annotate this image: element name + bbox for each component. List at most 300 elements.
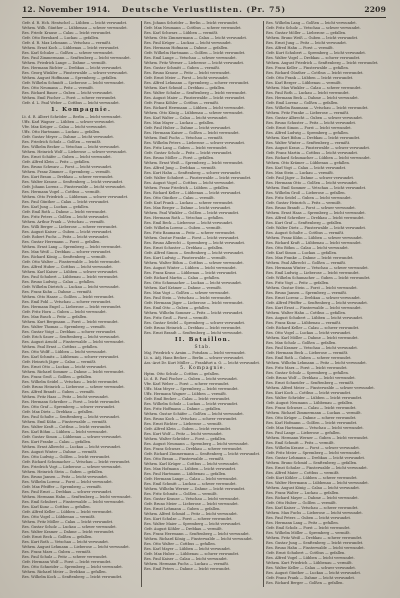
casualty-entry: Res. Gustav Herrmann — Forst — gefallen. <box>22 240 101 244</box>
casualty-entry: Gefr. Richard Schumacher — Vetschau — leicht verwundet. <box>22 460 131 464</box>
casualty-entry: Res. Ernst Brandt — Senftenberg — leicht verwundet. <box>144 331 243 335</box>
casualty-entry: Gefr. Wilhelm Hartmann — Golßen — leicht verwundet. <box>144 51 246 55</box>
casualty-entry: Res. Otto Neumann — Peitz — vermißt. <box>22 86 94 90</box>
casualty-entry: Res. Richard Berger — Golßen — gefallen. <box>266 581 344 585</box>
casualty-entry: Res. Richard König — Senftenberg — vermißt. <box>22 255 107 259</box>
casualty-entry: Res. Bruno Krause — Peitz — leicht verwundet. <box>144 71 231 75</box>
casualty-entry: Gefr. Alfred Klein — Peitz — gefallen. <box>22 160 91 164</box>
casualty-entry: Wehrm. Karl Krüger — Cottbus — leicht verwundet. <box>144 462 239 466</box>
casualty-entry: Res. Paul Günther — Calau — leicht verwundet. <box>22 200 110 204</box>
casualty-entry: Gefr. Emil Becker — Calau — leicht verwundet. <box>144 397 231 401</box>
casualty-entry: Gefr. Otto Bernhard — Luckau — gefallen. <box>22 36 100 40</box>
casualty-entry: Res. Fritz Baumann — Peitz — schwer verwundet. <box>144 231 236 235</box>
casualty-entry: Gefr. Kurt Köhler — Lübben — schwer verwundet. <box>266 476 358 480</box>
casualty-entry: Res. Max Berger — Dahme — leicht verwundet. <box>144 206 232 210</box>
casualty-entry: Res. Franz Groß — Golßen — gefallen. <box>22 375 93 379</box>
casualty-entry: Gefr. August Neumann — Lübbenau — gefallen. <box>266 401 354 405</box>
casualty-entry: Res. Fritz Schmitz — Golßen — vermißt. <box>144 492 218 496</box>
casualty-entry: Gefr. Gustav Simon — Lübbenau — schwer verwundet. <box>22 435 123 439</box>
casualty-entry: Gefr. Richard Martin — Calau — gefallen. <box>144 276 220 280</box>
casualty-entry: Res. Franz Kuhn — Dahme — vermißt. <box>22 290 93 294</box>
casualty-entry: Res. Walter Krause — Senftenberg — leicht verwundet. <box>22 180 124 184</box>
casualty-entry: Res. Franz Kraus — Lübbenau — leicht verwundet. <box>144 271 238 275</box>
casualty-entry: Gefr. Otto Huber — Golßen — vermißt. <box>266 501 337 505</box>
casualty-entry: Res. Max Franke — Dahme — leicht verwundet. <box>266 256 354 260</box>
casualty-entry: Wehrm. Kurt Bergmann — Forst — leicht verwundet. <box>22 320 119 324</box>
casualty-entry: Gefr. Erich Sauer — Senftenberg — leicht verwundet. <box>22 335 120 339</box>
casualty-entry: Res. Karl Schulze — Golßen — schwer verwundet. <box>22 51 114 55</box>
casualty-entry: Res. Gustav Schmitt — Guben — vermißt. <box>144 66 221 70</box>
casualty-entry: Gefr. August Köhler — Drebkau — vermißt. <box>144 527 223 531</box>
casualty-entry: Res. Karl Jung — Luckau — gefallen. <box>22 205 90 209</box>
casualty-entry: Gefr. Franz Köhler — Cottbus — vermißt. <box>144 101 220 105</box>
casualty-entry: Res. Walter Schröder — Lübben — leicht verwundet. <box>266 396 363 400</box>
sub-heading: Stab. <box>194 345 212 350</box>
section-heading: 1. Kompagnie. <box>50 107 112 113</box>
casualty-entry: Res. Kurt Ludwig — Finsterwalde — vermißt. <box>144 256 227 260</box>
casualty-entry: Res. Richard Bauer — Guben — leicht verwundet. <box>22 91 114 95</box>
casualty-entry: Gefr. Heinrich Jäger — Calau — vermißt. <box>22 360 97 364</box>
casualty-entry: Res. Paul Roth — Luckau — leicht verwundet. <box>266 91 350 95</box>
casualty-entry: Res. Bruno Brandt — Forst — schwer verwundet. <box>266 206 356 210</box>
casualty-entry: Res. Karl Vogt — Calau — leicht verwundet. <box>266 166 347 170</box>
casualty-entry: Res. Karl Mayer — Lübben — leicht verwundet. <box>144 547 231 551</box>
casualty-entry: Wehrm. Arthur Frank — Vetschau — vermißt. <box>22 220 105 224</box>
casualty-entry: Gefr. Max Pfeiffer — Spremberg — vermißt. <box>22 485 102 489</box>
casualty-entry: Gefr. Bruno Meier — Lieberose — leicht verwundet. <box>144 502 239 506</box>
casualty-entry: Gefr. Hermann Beck — Lieberose — vermißt. <box>266 351 349 355</box>
casualty-entry: Wehrm. Wilhelm Werner — Dahme — leicht verwundet. <box>144 487 246 491</box>
casualty-entry: Res. Wilhelm Lorenz — Forst — leicht verwundet. <box>22 480 113 484</box>
casualty-entry: Wehrm. Alfred Schmid — Peitz — leicht verwundet. <box>144 512 238 516</box>
casualty-entry: Wehrm. Kurt Schmid — Drebkau — gefallen. <box>144 86 226 90</box>
casualty-entry: Gefr. Wilhelm Schumacher — Guben — leicht verwundet. <box>266 276 371 280</box>
casualty-entry: Res. August Arnold — Finsterwalde — leicht verwundet. <box>22 340 125 344</box>
casualty-entry: Res. Emil Otto — Guben — gefallen. <box>144 306 210 310</box>
casualty-entry: Gefr. Ernst Simon — Forst — leicht verwundet. <box>266 126 352 130</box>
casualty-entry: Res. Gustav Lehmann — Drebkau — leicht verwundet. <box>266 456 366 460</box>
casualty-entry: Res. Paul Schulte — Senftenberg — leicht verwundet. <box>22 415 121 419</box>
casualty-entry: Wehrm. Fritz Möller — Calau — leicht verwundet. <box>22 520 114 524</box>
casualty-entry: Wehrm. Hermann Fuchs — Luckau — vermißt. <box>144 562 230 566</box>
casualty-entry: Gefr. Kurt Schubert — Spremberg — leicht verwundet. <box>266 51 367 55</box>
casualty-entry: Res. August Winter — Dahme — vermißt. <box>22 450 98 454</box>
casualty-entry: Res. Gustav Scholz — Luckau — schwer verwundet. <box>22 525 117 529</box>
casualty-entry: Wehrm. Richard Sommer — Dahme — leicht verwundet. <box>22 370 125 374</box>
casualty-entry: Wehrm. Walter Hahn — Cottbus — gefallen. <box>266 311 347 315</box>
column-3 <box>266 21 388 587</box>
casualty-entry: Vfw. Karl Weber — Forst — schwer verwundet. <box>144 382 230 386</box>
casualty-entry: Res. Wilhelm Groß — Lieberose — gefallen. <box>266 191 346 195</box>
casualty-entry: Res. Kurt Roth — Vetschau — leicht verwundet. <box>22 540 109 544</box>
casualty-entry: Res. Karl Schmitz — Lübbenau — schwer verwundet. <box>22 355 120 359</box>
casualty-entry: Wehrm. Heinrich Wolf — Lieberose — schwer verwundet. <box>22 150 127 154</box>
casualty-entry: Wehrm. Max Winkler — Calau — schwer verwundet. <box>266 86 362 90</box>
casualty-entry: Res. Paul Ernst — Drebkau — schwer verwundet. <box>22 490 113 494</box>
casualty-entry: Res. Max Vogt — Golßen — schwer verwundet. <box>144 291 230 295</box>
casualty-entry: Lt. d. R. Albert Schröder — Berlin — leicht verwundet. <box>22 115 122 119</box>
casualty-entry: Wehrm. Hermann Hahn — Senftenberg — leicht verwundet. <box>22 495 132 499</box>
casualty-entry: Gefr. Karl Frank — Luckau — schwer verwundet. <box>144 201 234 205</box>
casualty-entry: Wehrm. Franz Zimmer — Spremberg — vermißt. <box>22 170 111 174</box>
casualty-entry: Wehrm. Kurt Böhm — Drebkau — leicht verwundet. <box>266 136 361 140</box>
casualty-entry: Wehrm. Richard Meier — Drebkau — gefallen. <box>22 570 107 574</box>
casualty-entry: Gefr. Robert Fuchs — Peitz — leicht verwundet. <box>22 235 110 239</box>
casualty-entry: Wehrm. Gustav Stein — Forst — leicht verwundet. <box>266 286 358 290</box>
casualty-entry: Res. Gustav Jung — Senftenberg — leicht verwundet. <box>266 541 364 545</box>
casualty-entry: Res. Paul Kaiser — Calau — leicht verwundet. <box>144 557 228 561</box>
casualty-entry: Res. Franz Schwarz — Drebkau — schwer verwundet. <box>144 447 243 451</box>
casualty-entry: Res. Ernst Schuster — Drebkau — gefallen. <box>144 246 224 250</box>
casualty-entry: Res. Otto Braun — Finsterwalde — vermißt. <box>144 457 225 461</box>
casualty-entry: Gefr. Bruno Heinrich — Drebkau — leicht verwundet. <box>144 326 242 330</box>
casualty-entry: Gefr. Otto Frank — Lübben — leicht verwundet. <box>266 76 354 80</box>
casualty-entry: Res. Otto Ludwig — Golßen — leicht verwundet. <box>22 455 111 459</box>
casualty-entry: Wehrm. Fritz Weiß — Drebkau — schwer verwundet. <box>266 536 363 540</box>
casualty-entry: Res. Alfred Jung — Drebkau — vermißt. <box>144 166 217 170</box>
casualty-entry: Res. Fritz Vogt — Peitz — gefallen. <box>266 281 330 285</box>
casualty-entry: Res. Gustav Krause — Vetschau — leicht verwundet. <box>144 497 240 501</box>
casualty-entry: Res. Richard Schumacher — Lübben — leicht verwundet. <box>266 156 371 160</box>
casualty-entry: Res. Fritz Hoffmann — Dahme — gefallen. <box>144 407 222 411</box>
casualty-entry: Res. Paul Kramer — Vetschau — leicht verwundet. <box>266 346 358 350</box>
casualty-entry: Res. Ernst Schneider — Senftenberg — vermißt. <box>266 381 355 385</box>
casualty-entry: Gefr. Alfred Klein — Guben — leicht verwundet. <box>144 427 232 431</box>
casualty-entry: Res. Wilhelm Möller — Spremberg — vermißt. <box>266 531 351 535</box>
casualty-entry: Wehrm. Walter Böhm — Cottbus — schwer verwundet. <box>144 261 244 265</box>
casualty-entry: Gefr. Alfred Keller — Lübben — leicht verwundet. <box>22 510 113 514</box>
casualty-entry: Wehrm. August König — Calau — leicht verwundet. <box>266 486 360 490</box>
casualty-entry: Uffz. Hermann Wagner — Lübben — vermißt. <box>144 392 227 396</box>
casualty-entry: Res. Walter Thomas — Spremberg — vermißt. <box>22 325 106 329</box>
header-date: 12. November 1914. <box>22 5 111 14</box>
casualty-entry: Wehrm. Franz Friedrich — Lübben — gefallen. <box>144 186 230 190</box>
casualty-entry: Gefr. d. R. Max Lehmann — Vetschau — vermißt. <box>22 41 112 45</box>
casualty-entry: Res. Wilhelm Koch — Senftenberg — leicht verwundet. <box>22 575 123 579</box>
casualty-entry: Res. Friedr. Krause — Calau — leicht verwundet. <box>22 31 112 35</box>
casualty-entry: Res. Ernst Lorenz — Drebkau — schwer verwundet. <box>266 296 361 300</box>
casualty-entry: Res. Hermann Winter — Vetschau — schwer verwundet. <box>266 266 369 270</box>
casualty-entry: Gefr. d. R. Hch. Hentschel — Lübben — leicht verwundet. <box>22 21 128 25</box>
casualty-entry: Uffz. Max Meyer — Spremberg — leicht verwundet. <box>144 387 239 391</box>
column-2 <box>144 21 262 587</box>
casualty-entry: Wehrm. Emil Kühn — Finsterwalde — vermißt. <box>22 420 108 424</box>
casualty-entry: Gefr. Otto Walter — Finsterwalde — leicht verwundet. <box>22 260 121 264</box>
casualty-entry: Res. August Neumann — Spremberg — leicht verwundet. <box>144 442 249 446</box>
casualty-entry: Wehrm. Karl Kaiser — Lübben — schwer verwundet. <box>22 270 119 274</box>
casualty-entry: Res. August Vogel — Cottbus — leicht verwundet. <box>144 181 235 185</box>
casualty-entry: Res. Alfred Brandt — Guben — vermißt. <box>22 390 95 394</box>
casualty-entry: Res. Ernst Schäfer — Guben — leicht verwundet. <box>22 155 112 159</box>
casualty-entry: Wehrm. Karl Möller — Dahme — leicht verwundet. <box>266 336 359 340</box>
casualty-entry: Res. Ernst Jung — Peitz — leicht verwundet. <box>266 41 347 45</box>
casualty-entry: Res. August Kraus — Finsterwalde — schwer verwundet. <box>266 146 371 150</box>
casualty-entry: Gefr. Karl Simon — Luckau — gefallen. <box>266 251 338 255</box>
casualty-entry: Res. Kurt Schulze — Forst — schwer verwundet. <box>144 517 233 521</box>
casualty-entry: Gefr. Alfred Simon — Senftenberg — leicht verwundet. <box>144 251 245 255</box>
casualty-entry: Res. Friedrich Vogt — Lieberose — schwer verwundet. <box>22 465 122 469</box>
casualty-entry: Res. Karl Böhm — Lübben — leicht verwundet. <box>22 430 108 434</box>
casualty-entry: Res. Wilhelm Krause — Forst — schwer verwundet. <box>266 446 360 450</box>
section-heading: II. Bataillon. <box>175 337 231 343</box>
casualty-entry: Gefr. Emil Roth — Dahme — leicht verwundet. <box>22 210 107 214</box>
casualty-entry: Wehrm. Ernst Albrecht — Luckau — leicht verwundet. <box>22 445 122 449</box>
casualty-entry: Res. Richard Kraft — Lübbenau — leicht verwundet. <box>266 241 362 245</box>
casualty-entry: Res. Alfred Vogel — Lübben — leicht verwundet. <box>266 556 355 560</box>
casualty-entry: Res. Franz Schwarz — Calau — leicht verwundet. <box>266 406 357 410</box>
casualty-entry: Res. Fritz Seidel — Guben — leicht verwundet. <box>266 196 352 200</box>
casualty-entry: Res. Wilhelm Baumann — Vetschau — leicht verwundet. <box>266 106 369 110</box>
casualty-entry: Res. Hermann Roth — Vetschau — gefallen. <box>144 216 224 220</box>
casualty-entry: Res. Bruno Albrecht — Spremberg — leicht verwundet. <box>144 241 246 245</box>
casualty-entry: Res. Georg Winkler — Finsterwalde — schwer verwundet. <box>22 71 129 75</box>
casualty-entry: Res. Walter Herrmann — Lübbenau — leicht verwundet. <box>266 481 369 485</box>
casualty-entry: Gefr. Gustav Scholz — Peitz — leicht verwundet. <box>144 151 233 155</box>
casualty-entry: Res. Max Mayer — Luckau — gefallen. <box>144 121 215 125</box>
casualty-entry: Wehrm. Richard Zimmermann — Luckau — vermißt. <box>266 411 362 415</box>
casualty-entry: Res. Emil Beck — Lieberose — leicht verwundet. <box>144 221 234 225</box>
casualty-entry: Res. Franz Herrmann — Senftenberg — leicht verwundet. <box>144 532 250 536</box>
casualty-entry: Res. Paul Schulz — Peitz — schwer verwundet. <box>22 555 108 559</box>
casualty-entry: Res. Paul Zimmermann — Senftenberg — leicht verwundet. <box>22 56 131 60</box>
casualty-entry: Gefr. Hermann Lange — Calau — leicht verwundet. <box>144 477 238 481</box>
casualty-entry: Gefr. Bruno Wolf — Drebkau — leicht verwundet. <box>266 376 356 380</box>
casualty-entry: Res. Wilhelm Seidel — Vetschau — leicht verwundet. <box>22 380 119 384</box>
casualty-entry: Res. Fritz Peters — Golßen — leicht verwundet. <box>22 215 110 219</box>
casualty-entry: Lt. d. R. Paul Fischer — Guben — leicht verwundet. <box>144 377 238 381</box>
casualty-entry: Gefr. Paul Jäger — Dahme — schwer verwundet. <box>266 176 355 180</box>
casualty-entry: Res. Otto Böhm — Calau — leicht verwundet. <box>266 246 349 250</box>
casualty-entry: Gefr. Hermann Wolf — Forst — leicht verwundet. <box>22 560 112 564</box>
casualty-entry: Res. Bruno Jansen — Peitz — leicht verwundet. <box>22 475 108 479</box>
casualty-entry: Wehrm. Fritz Werner — Lieberose — leicht verwundet. <box>144 61 245 65</box>
casualty-entry: Lt. u. Adj. Hans Becker — Berlin — schwer verwundet. <box>144 356 245 360</box>
casualty-entry: Res. Kurt Ernst — Finsterwalde — leicht verwundet. <box>266 306 362 310</box>
casualty-entry: Gefr. Ernst Beck — Golßen — gefallen. <box>22 535 93 539</box>
casualty-entry: Gefr. Gustav Meyer — Dahme — leicht verwundet. <box>22 135 114 139</box>
casualty-entry: Res. Walter Kraft — Cottbus — leicht verwundet. <box>22 425 112 429</box>
column-rule-2 <box>263 21 264 587</box>
casualty-entry: Gefr. Max Huber — Lübbenau — schwer verwundet. <box>144 552 240 556</box>
casualty-entry: Res. Ernst Richter — Lieberose — vermißt. <box>144 422 223 426</box>
casualty-entry: Res. Emil Peters — Dahme — leicht verwundet. <box>144 567 231 571</box>
casualty-entry: Res. Johann Schröder — Berlin — leicht verwundet. <box>144 21 239 25</box>
casualty-entry: Res. Alfred Lehmann — Spremberg — schwer verwundet. <box>144 81 250 85</box>
casualty-entry: Res. Hermann Kaiser — Golßen — leicht verwundet. <box>144 131 240 135</box>
casualty-entry: Res. Fritz Groß — Forst — vermißt. <box>144 316 209 320</box>
casualty-entry: Res. Richard Günther — Cottbus — leicht verwundet. <box>266 71 364 75</box>
casualty-entry: Res. August Schubert — Lübben — leicht verwundet. <box>266 316 364 320</box>
casualty-entry: Gefr. d. L. Paul Weber — Cottbus — leicht verwundet. <box>22 101 120 105</box>
column-rule-1 <box>141 21 142 587</box>
casualty-entry: Res. Bruno Ludwig — Calau — gefallen. <box>22 280 95 284</box>
casualty-entry: Gefr. Wilhelm Lorenz — Guben — vermißt. <box>144 226 222 230</box>
casualty-entry: Wehrm. Emil Sommer — Vetschau — leicht verwundet. <box>266 186 367 190</box>
casualty-entry: Res. Otto Wolff — Lübben — leicht verwundet. <box>22 350 107 354</box>
casualty-entry: Gefr. Max Dietz — Drebkau — gefallen. <box>22 410 94 414</box>
casualty-entry: Res. August Günther — Luckau — leicht verwundet. <box>266 571 362 575</box>
casualty-entry: Gefr. Hermann Jäger — Lieberose — leicht verwundet. <box>144 301 244 305</box>
casualty-entry: Gefr. Fritz Meier — Spremberg — leicht verwundet. <box>266 451 361 455</box>
casualty-entry: Res. Ernst Otto — Luckau — leicht verwundet. <box>22 365 108 369</box>
casualty-entry: Res. Kurt Hahn — Senftenberg — schwer verwundet. <box>144 171 242 175</box>
casualty-entry: Res. Paul Hartmann — Lübbenau — gefallen. <box>144 472 227 476</box>
casualty-entry: Res. Richard Herrmann — Lübben — leicht verwundet. <box>144 106 245 110</box>
casualty-entry: Hptm. Otto Schulz — Cottbus — gefallen. <box>144 372 220 376</box>
casualty-entry: Res. Bruno Jansen — Spremberg — vermißt. <box>266 291 348 295</box>
casualty-entry: Gefr. Franz Martin — Cottbus — leicht verwundet. <box>266 151 359 155</box>
casualty-entry: Gefr. Emil Scholz — Forst — leicht verwundet. <box>266 526 351 530</box>
casualty-entry: Res. Friedrich Schulz — Golßen — vermißt. <box>22 140 102 144</box>
casualty-entry: Wehrm. Karl Krämer — Dahme — vermißt. <box>144 286 222 290</box>
casualty-entry: Wehrm. Otto König — Lübbenau — schwer verwundet. <box>144 111 244 115</box>
casualty-entry: Gefr. Gustav Heinrich — Peitz — vermißt. <box>266 201 342 205</box>
casualty-entry: Res. Gustav Albrecht — Guben — schwer verwundet. <box>266 116 363 120</box>
casualty-entry: Wehrm. Hermann Werner — Guben — leicht verwundet. <box>266 436 369 440</box>
casualty-entry: Res. Gustav Möller — Lieberose — gefallen. <box>266 31 347 35</box>
casualty-entry: Wehrm. August Friedrich — Senftenberg — leicht verwundet. <box>266 61 379 65</box>
casualty-entry: Res. Gustav Voigt — Drebkau — schwer verwundet. <box>22 330 117 334</box>
casualty-entry: Wehrm. Gustav Schäfer — Golßen — leicht verwundet. <box>144 412 244 416</box>
page-header <box>22 4 386 15</box>
casualty-entry: Res. Karl Kaiser — Vetschau — schwer verwundet. <box>266 506 359 510</box>
casualty-entry: Res. Max Busch — Peitz — gefallen. <box>22 315 88 319</box>
casualty-entry: Res. Bruno Schwarz — Forst — leicht verwundet. <box>22 165 113 169</box>
casualty-entry: Wehrm. Ernst Weiß — Spremberg — leicht verwundet. <box>144 161 244 165</box>
casualty-entry: Res. Bruno Hahn — Finsterwalde — leicht verwundet. <box>266 546 365 550</box>
casualty-entry: Gefr. Franz Frank — Dahme — leicht verwundet. <box>266 576 356 580</box>
casualty-entry: Wehrm. Walter Schröder — Forst — gefallen. <box>144 437 227 441</box>
casualty-entry: Res. Hermann Hofmann — Dahme — gefallen. <box>144 46 229 50</box>
casualty-entry: Ass.-Arzt Dr. Kurt Müller — Frankfurt a. O. — leicht verwundet. <box>144 361 261 365</box>
casualty-entry: Res. Alfred Ludwig — Spremberg — gefallen. <box>266 131 349 135</box>
casualty-entry: Res. August Kaiser — Guben — leicht verwundet. <box>22 230 113 234</box>
casualty-entry: Wehrm. Otto Haase — Golßen — leicht verwundet. <box>22 295 115 299</box>
casualty-entry: Res. Otto Krüger — Dahme — schwer verwundet. <box>266 416 357 420</box>
casualty-entry: Res. Walter Winter — Senftenberg — vermißt. <box>266 141 351 145</box>
casualty-entry: Wehrm. Wilh. Günther — Lübbenau — schwer verwundet. <box>22 26 128 30</box>
casualty-entry: Wehrm. Max Fuchs — Lieberose — leicht verwundet. <box>266 511 363 515</box>
casualty-entry: Res. Otto Schneider — Spremberg — leicht verwundet. <box>22 565 123 569</box>
casualty-entry: Res. Karl Kunz — Cottbus — gefallen. <box>22 505 91 509</box>
casualty-entry: Res. Karl Walter — Calau — leicht verwundet. <box>144 116 228 120</box>
column-1 <box>22 21 140 587</box>
casualty-entry: Res. Paul Krüger — Luckau — leicht verwundet. <box>144 41 232 45</box>
casualty-entry: Wehrm. Franz Kühn — Lübben — schwer verwundet. <box>266 236 363 240</box>
casualty-entry: Wehrm. Otto Friedrich — Lübbenau — schwer verwundet. <box>22 195 129 199</box>
casualty-entry: Res. Walter Kramer — Dahme — leicht verwundet. <box>22 530 115 534</box>
casualty-entry: Gefr. Richard Keller — Calau — schwer verwundet. <box>266 326 360 330</box>
casualty-entry: Wehrm. Ernst Lang — Spremberg — leicht verwundet. <box>22 245 122 249</box>
casualty-entry: Wehrm. Wilhelm Sommer — Peitz — leicht verwundet. <box>144 311 244 315</box>
casualty-entry: Res. Richard Keller — Lübbenau — leicht verwundet. <box>144 191 242 195</box>
casualty-entry: Res. Bruno Schuster — Peitz — leicht verwundet. <box>266 121 357 125</box>
casualty-entry: Uffz. Karl Wagner — Lübben — schwer verwundet. <box>22 120 115 124</box>
casualty-entry: Res. Franz Marx — Guben — vermißt. <box>22 550 92 554</box>
casualty-entry: Gefr. Paul Huber — Dahme — leicht verwundet. <box>144 126 232 130</box>
casualty-entry: Res. Willi Berger — Lieberose — schwer verwundet. <box>22 225 118 229</box>
casualty-entry: Res. Alfred Huber — Cottbus — leicht verwundet. <box>22 265 113 269</box>
casualty-entry: Res. Karl Hofmann — Golßen — leicht verwundet. <box>266 421 358 425</box>
casualty-entry: Res. Emil Pohl — Vetschau — schwer verwundet. <box>22 300 112 304</box>
casualty-entry: Res. August Schulte — Cottbus — vermißt. <box>266 231 345 235</box>
casualty-entry: Gefr. Wilhelm Dietrich — Luckau — leicht verwundet. <box>22 285 120 289</box>
casualty-entry: Wehrm. Friedrich Lange — Dahme — vermißt. <box>22 61 107 65</box>
casualty-entry: Wehrm. Bruno Schmid — Senftenberg — gefallen. <box>266 461 358 465</box>
casualty-entry: Wehrm. Bruno Weiß — Guben — leicht verwundet. <box>266 36 359 40</box>
casualty-entry: Res. Otto Schumacher — Luckau — leicht verwundet. <box>144 281 242 285</box>
casualty-entry: Res. Otto Graf — Spremberg — schwer verwundet. <box>22 405 116 409</box>
casualty-entry: Wehrm. Alfred Meier — Finsterwalde — schwer verwundet. <box>266 386 375 390</box>
casualty-entry: Gefr. Richard Zimmermann — Senftenberg — leicht verwundet. <box>144 452 261 456</box>
casualty-entry: Res. Max Stein — Luckau — vermißt. <box>266 171 334 175</box>
casualty-entry: Res. Karl Schwarz — Lübben — vermißt. <box>144 31 219 35</box>
casualty-entry: Res. Hermann Lang — Peitz — gefallen. <box>266 521 339 525</box>
casualty-entry: Res. Walter Schulze — Senftenberg — leicht verwundet. <box>144 91 247 95</box>
casualty-entry: Res. Wilhelm Schulz — Luckau — leicht verwundet. <box>144 402 239 406</box>
casualty-entry: Res. Karl Berger — Lübbenau — vermißt. <box>266 81 342 85</box>
casualty-entry: Res. Gustav Seidel — Spremberg — schwer verwundet. <box>144 321 246 325</box>
casualty-entry: Gefr. Ernst Schubert — Cottbus — gefallen. <box>266 551 346 555</box>
casualty-entry: Res. Otto Walter — Cottbus — gefallen. <box>144 542 216 546</box>
casualty-entry: Res. Emil Schmitt — Luckau — schwer verwundet. <box>144 482 237 486</box>
casualty-entry: Res. Paul Stein — Vetschau — leicht verwundet. <box>144 296 232 300</box>
casualty-entry: Res. Emil Roth — Guben — schwer verwundet. <box>266 356 352 360</box>
casualty-entry: Res. Wilhelm Lang — Golßen — leicht verwundet. <box>266 21 357 25</box>
casualty-entry: Res. Kurt Graf — Senftenberg — gefallen. <box>266 221 343 225</box>
casualty-entry: Res. Gustav Schulz — Spremberg — gefallen. <box>266 371 349 375</box>
casualty-entry: Wehrm. Emil Fuchs — Vetschau — vermißt. <box>144 136 224 140</box>
casualty-entry: Res. Paul Lange — Lieberose — gefallen. <box>266 431 341 435</box>
casualty-entry: Wehrm. Emil Fischer — Forst — schwer verwundet. <box>22 96 117 100</box>
sub-heading: 5. Kompagnie. <box>180 366 226 371</box>
casualty-entry: Res. Max Hofmann — Lübben — leicht verwundet. <box>144 467 237 471</box>
casualty-entry: Wehrm. Otto Krämer — Lübbenau — gefallen. <box>266 161 350 165</box>
casualty-entry: Wehrm. Fritz Franke — Lieberose — vermißt. <box>266 111 350 115</box>
casualty-entry: Wehrm. August Hoffmann — Spremberg — gefallen. <box>22 76 118 80</box>
casualty-entry: Res. Franz Keller — Finsterwalde — gefallen. <box>266 66 349 70</box>
casualty-entry: Wehrm. Paul Winkler — Golßen — leicht verwundet. <box>144 211 240 215</box>
casualty-entry: Res. Alfred Maier — Cottbus — vermißt. <box>266 471 340 475</box>
casualty-entry: Res. Alfred Hahn — Forst — vermißt. <box>266 46 334 50</box>
casualty-entry: Res. Bruno Möller — Forst — gefallen. <box>144 156 215 160</box>
casualty-entry: Res. Max Weiß — Drebkau — schwer verwundet. <box>22 250 112 254</box>
casualty-entry: Wehrm. Ernst Haas — Spremberg — leicht verwundet. <box>266 211 366 215</box>
casualty-entry: Wehrm. Paul Ernst — Cottbus — gefallen. <box>22 345 99 349</box>
casualty-entry: Res. Hermann Richter — Drebkau — leicht verwundet. <box>22 66 123 70</box>
casualty-entry: Res. Wilhelm Becker — Vetschau — leicht verwundet. <box>22 145 120 149</box>
casualty-entry: Res. Max Scholz — Golßen — gefallen. <box>266 341 337 345</box>
casualty-entry: Gefr. Emil Lorenz — Golßen — gefallen. <box>266 101 339 105</box>
casualty-entry: Res. Walter Vogel — Drebkau — schwer verwundet. <box>266 56 361 60</box>
casualty-entry: Maj. Friedrich v. Arnim — Potsdam — leicht verwundet. <box>144 351 246 355</box>
casualty-entry: Gefr. Fritz Scholz — Vetschau — schwer verwundet. <box>266 26 361 30</box>
casualty-entry: Res. Fritz Marx — Forst — leicht verwundet. <box>266 366 348 370</box>
casualty-entry: Res. Walter Maier — Spremberg — leicht verwundet. <box>144 522 242 526</box>
casualty-entry: Res. Hermann Schreiber — Forst — leicht verwundet. <box>22 400 121 404</box>
casualty-entry: Res. Bruno Koch — Vetschau — schwer verwundet. <box>144 417 238 421</box>
casualty-entry: Res. Emil Schmitt — Peitz — vermißt. <box>266 441 335 445</box>
casualty-entry: Wehrm. Kurt Friedrich — Lübbenau — vermißt. <box>266 561 353 565</box>
casualty-entry: Wehrm. Ernst Koch — Lübbenau — leicht verwundet. <box>22 46 120 50</box>
casualty-entry: Res. August Winter — Lübben — leicht verwundet. <box>144 266 237 270</box>
casualty-entry: Uffz. Otto Hartmann — Luckau — gefallen. <box>22 130 101 134</box>
casualty-entry: Res. Kurt Koch — Cottbus — leicht verwundet. <box>266 391 352 395</box>
casualty-entry: Res. Kurt Braun — Drebkau — schwer verwundet. <box>22 175 114 179</box>
casualty-entry: Res. Franz Walter — Luckau — gefallen. <box>266 491 340 495</box>
casualty-entry: Wehrm. Fritz Haas — Peitz — leicht verwundet. <box>22 395 109 399</box>
casualty-entry: Gefr. Wilhelm Schmidt — Lieberose — leicht verwundet. <box>22 81 125 85</box>
